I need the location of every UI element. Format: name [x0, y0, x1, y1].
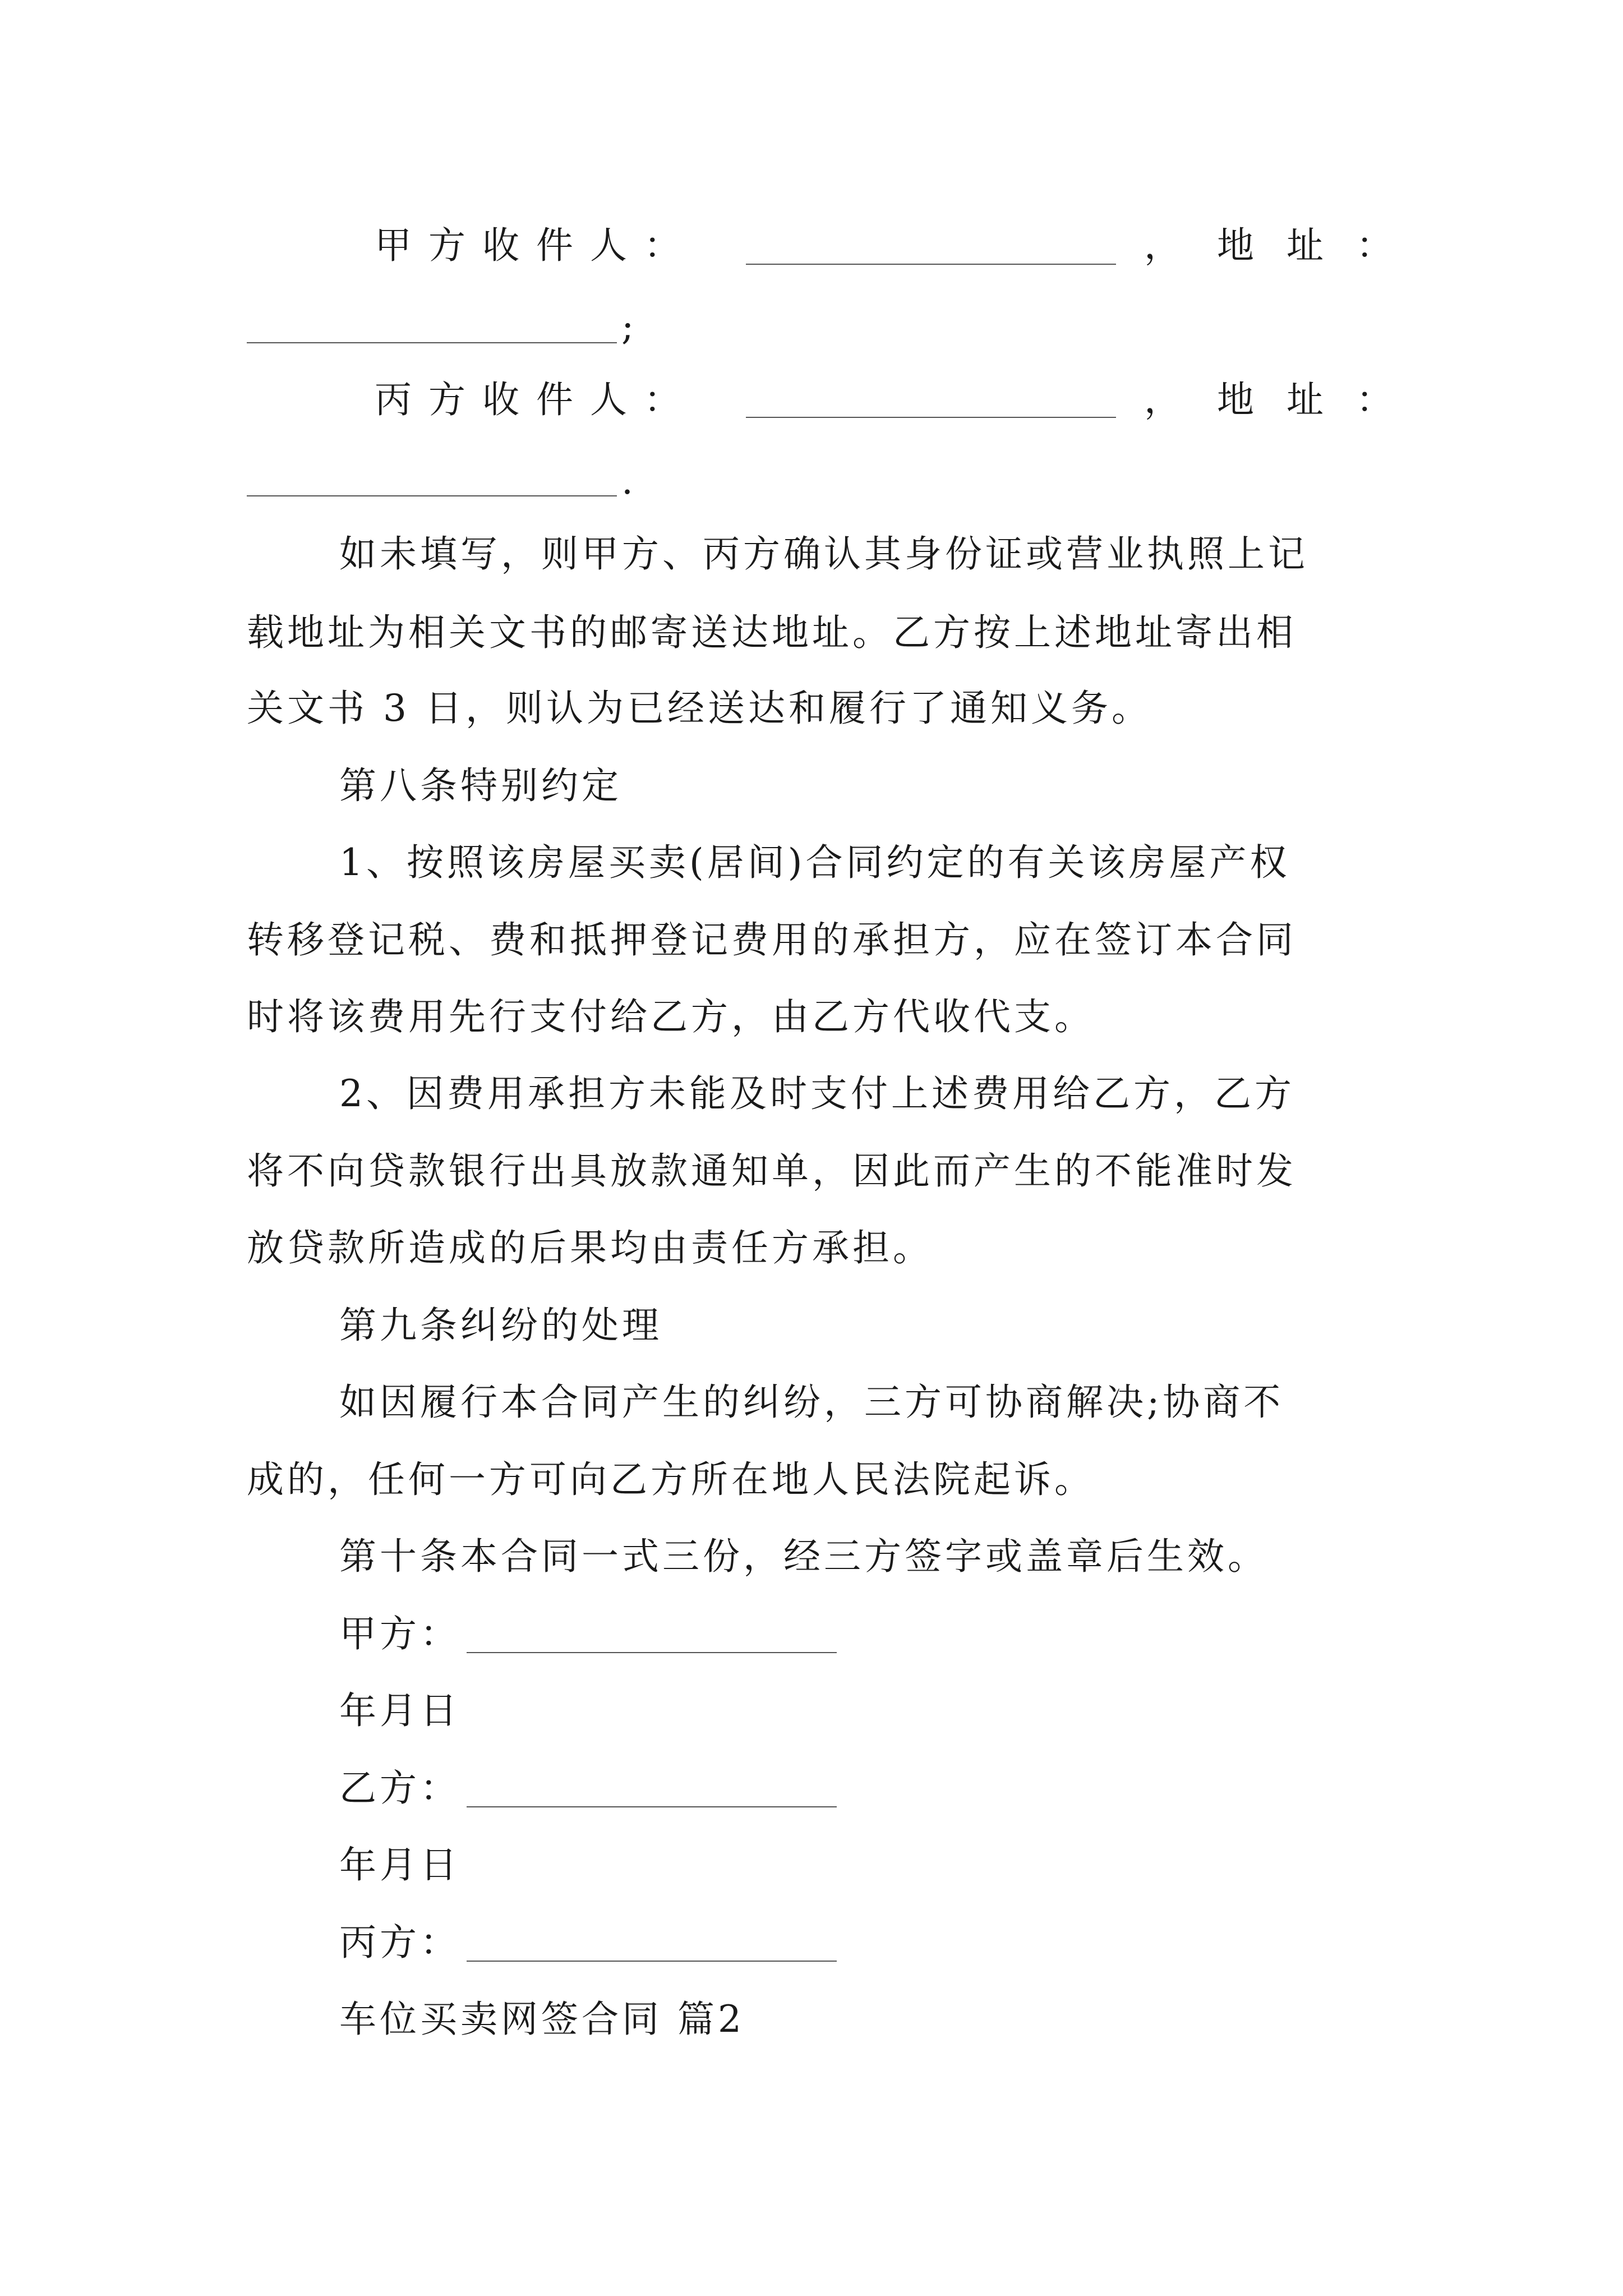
party-c-recipient-label: 丙方收件人： — [375, 378, 698, 421]
paragraph-line: 如未填写，则甲方、丙方确认其身份证或营业执照上记 — [339, 532, 1308, 576]
article-10: 第十条本合同一式三份，经三方签字或盖章后生效。 — [339, 1535, 1268, 1578]
party-a-signature-label: 甲方： — [339, 1612, 460, 1655]
party-c-address-label: 地址： — [1217, 378, 1426, 421]
paragraph-line: 放贷款所造成的后果均由责任方承担。 — [247, 1226, 933, 1269]
party-b-date: 年月日 — [339, 1843, 460, 1887]
article-9-title: 第九条纠纷的处理 — [339, 1304, 662, 1347]
party-c-signature-label: 丙方： — [339, 1921, 460, 1964]
party-c-address-blank[interactable] — [247, 495, 617, 496]
party-a-recipient-label: 甲方收件人： — [375, 224, 698, 267]
party-a-comma: ， — [1144, 224, 1181, 267]
party-b-signature-blank[interactable] — [467, 1806, 837, 1807]
party-c-address-tail: . — [621, 459, 633, 503]
paragraph-line: 将不向贷款银行出具放款通知单，因此而产生的不能准时发 — [247, 1149, 1297, 1193]
paragraph-line: 关文书 3 日，则认为已经送达和履行了通知义务。 — [247, 687, 1152, 730]
paragraph-line: 载地址为相关文书的邮寄送达地址。乙方按上述地址寄出相 — [247, 611, 1297, 654]
party-c-comma: ， — [1144, 378, 1181, 421]
paragraph-line: 成的，任何一方可向乙方所在地人民法院起诉。 — [247, 1458, 1095, 1501]
party-a-address-blank[interactable] — [247, 342, 617, 343]
article-8-title: 第八条特别约定 — [339, 764, 622, 807]
party-a-signature-blank[interactable] — [467, 1652, 837, 1653]
paragraph-line: 转移登记税、费和抵押登记费用的承担方，应在签订本合同 — [247, 918, 1297, 961]
party-a-date: 年月日 — [339, 1689, 460, 1732]
next-section-title: 车位买卖网签合同 篇2 — [339, 1998, 745, 2041]
paragraph-line: 如因履行本合同产生的纠纷，三方可协商解决;协商不 — [339, 1381, 1284, 1424]
paragraph-line: 1、按照该房屋买卖(居间)合同约定的有关该房屋产权 — [339, 841, 1290, 884]
paragraph-line: 时将该费用先行支付给乙方，由乙方代收代支。 — [247, 995, 1095, 1038]
party-a-address-label: 地址： — [1217, 224, 1426, 267]
party-a-recipient-blank[interactable] — [746, 264, 1116, 265]
party-c-signature-blank[interactable] — [467, 1961, 837, 1962]
party-b-signature-label: 乙方： — [339, 1766, 460, 1810]
party-c-recipient-blank[interactable] — [746, 417, 1116, 418]
paragraph-line: 2、因费用承担方未能及时支付上述费用给乙方，乙方 — [339, 1072, 1295, 1115]
party-a-address-tail: ; — [621, 305, 634, 348]
